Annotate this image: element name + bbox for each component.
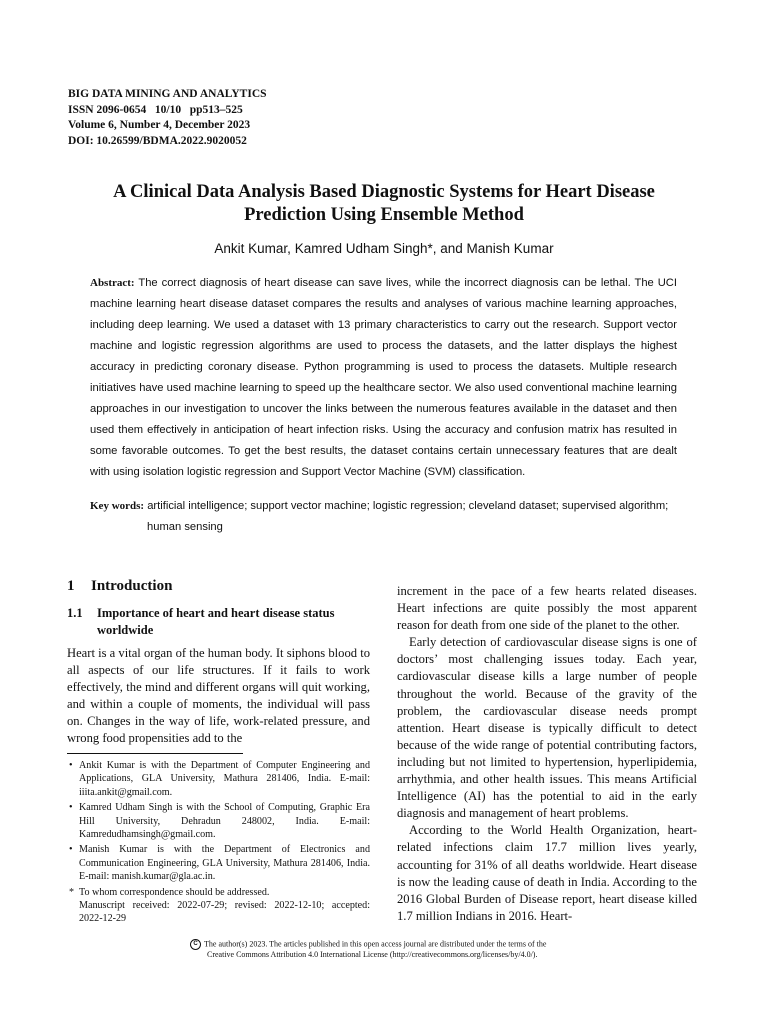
footnote-bullet: • [69, 844, 73, 856]
license-line1: The author(s) 2023. The articles published in this open access journal are distributed under the terms of the [204, 939, 547, 949]
intro-paragraph-right-1: increment in the pace of a few hearts related diseases. Heart infections are quite possibly the most apparent reason for death from one side of the planet to the other. [397, 584, 697, 633]
section-title: Introduction [91, 578, 173, 594]
footnotes [67, 759, 370, 926]
intro-paragraph-right-2: Early detection of cardiovascular disease signs is one of doctors’ most challenging issues today. Each year, cardiovascular disease kills a large number of people throughout the world. Because of the gravity of the problem, the cardiovascular disease needs prompt attention. Heart disease is typically difficult to detect because of the wide range of potential contributing factors, including but not limited to hypertension, hyperlipidemia, arrhythmia, and other health issues. This means Artificial Intelligence (AI) has the potential to aid in the early diagnosis and management of heart problems. [397, 635, 697, 821]
paper-title-line2: Prediction Using Ensemble Method [244, 205, 524, 225]
copyright-icon: C [190, 939, 201, 950]
journal-doi: DOI: 10.26599/BDMA.2022.9020052 [68, 134, 247, 147]
footnote-text: Manish Kumar is with the Department of Electronics and Communication Engineering, GLA University, Mathura 281406, India. E-mail: manish.kumar@gla.ac.in. [79, 844, 370, 883]
paper-authors: Ankit Kumar, Kamred Udham Singh*, and Manish Kumar [214, 241, 554, 256]
license-notice [190, 939, 590, 961]
footnote-bullet: • [69, 802, 73, 814]
journal-header [68, 87, 267, 149]
section-number: 1 [67, 578, 75, 594]
footnote-correspondence [67, 886, 370, 899]
subsection-title: Importance of heart and heart disease status worldwide [97, 606, 335, 637]
section-heading [67, 578, 172, 595]
abstract-label: Abstract: [90, 277, 135, 289]
keywords [90, 496, 690, 538]
paper-title [60, 181, 708, 227]
journal-name: BIG DATA MINING AND ANALYTICS [68, 88, 267, 100]
footnote-star: * [69, 886, 75, 898]
footnote-rule [67, 753, 243, 754]
left-column-body [67, 645, 370, 748]
abstract [90, 273, 677, 483]
subsection-heading [67, 605, 370, 639]
keywords-label: Key words: [90, 500, 145, 512]
manuscript-dates: Manuscript received: 2022-07-29; revised: 2022-12-10; accepted: 2022-12-29 [79, 900, 370, 925]
intro-paragraph-left: Heart is a vital organ of the human body. It siphons blood to all aspects of our life structures. If it fails to work effectively, the mind and different organs will quit working, and within a couple of moments, the individual will pass on. Changes in the way of life, work-related pressure, and wrong food propensities add to the [67, 646, 370, 746]
journal-volume: Volume 6, Number 4, December 2023 [68, 119, 251, 131]
right-column-body [397, 583, 697, 925]
footnote-text: Ankit Kumar is with the Department of Computer Engineering and Applications, GLA University, Mathura 281406, India. E-mail: iiita.ankit@gmail.com. [79, 760, 370, 798]
footnote-author-1 [67, 759, 370, 799]
keywords-line2: human sensing [147, 521, 223, 533]
keywords-line1: artificial intelligence; support vector machine; logistic regression; cleveland dataset; supervised algorithm; [147, 500, 669, 512]
footnote-author-2 [67, 801, 370, 841]
footnote-bullet: • [69, 760, 73, 771]
abstract-text: The correct diagnosis of heart disease can save lives, while the incorrect diagnosis can be lethal. The UCI machine learning heart disease dataset compares the results and analyses of various machine learning approaches, including deep learning. We used a dataset with 13 primary characteristics to carry out the research. Support vector machine and logistic regression algorithms are used to process the datasets, and the latter displays the highest accuracy in predicting coronary disease. Python programming is used to process the datasets. Multiple research initiatives have used machine learning to speed up the healthcare sector. We also used conventional machine learning approaches in our investigation to uncover the links between the numerous features available in the dataset and then used them effectively in anticipation of heart infection risks. Using the accuracy and confusion matrix has resulted in some favorable outcomes. To get the best results, the dataset contains certain unnecessary features that are dealt with using isolation logistic regression and Support Vector Machine (SVM) classification. [90, 277, 677, 478]
subsection-number: 1.1 [67, 606, 83, 620]
intro-paragraph-right-3: According to the World Health Organization, heart-related infections claim 17.7 million lives yearly, accounting for 31% of all deaths worldwide. Heart disease is now the leading cause of death in India. According to the 2016 Global Burden of Disease report, heart disease killed 1.7 million Indians in 2016. Heart- [397, 823, 697, 923]
footnote-text: To whom correspondence should be addressed. [79, 886, 270, 898]
paper-title-line1: A Clinical Data Analysis Based Diagnostic Systems for Heart Disease [113, 182, 655, 202]
journal-issn: ISSN 2096-0654 10/10 pp513–525 [68, 103, 243, 116]
license-line2: Creative Commons Attribution 4.0 International License (http://creativecommons.org/licenses/by/4.0/). [207, 950, 538, 959]
footnote-text: Kamred Udham Singh is with the School of Computing, Graphic Era Hill University, Dehradun 248002, India. E-mail: Kamredudhamsingh@gmail.com. [79, 802, 370, 841]
footnote-author-3 [67, 843, 370, 883]
